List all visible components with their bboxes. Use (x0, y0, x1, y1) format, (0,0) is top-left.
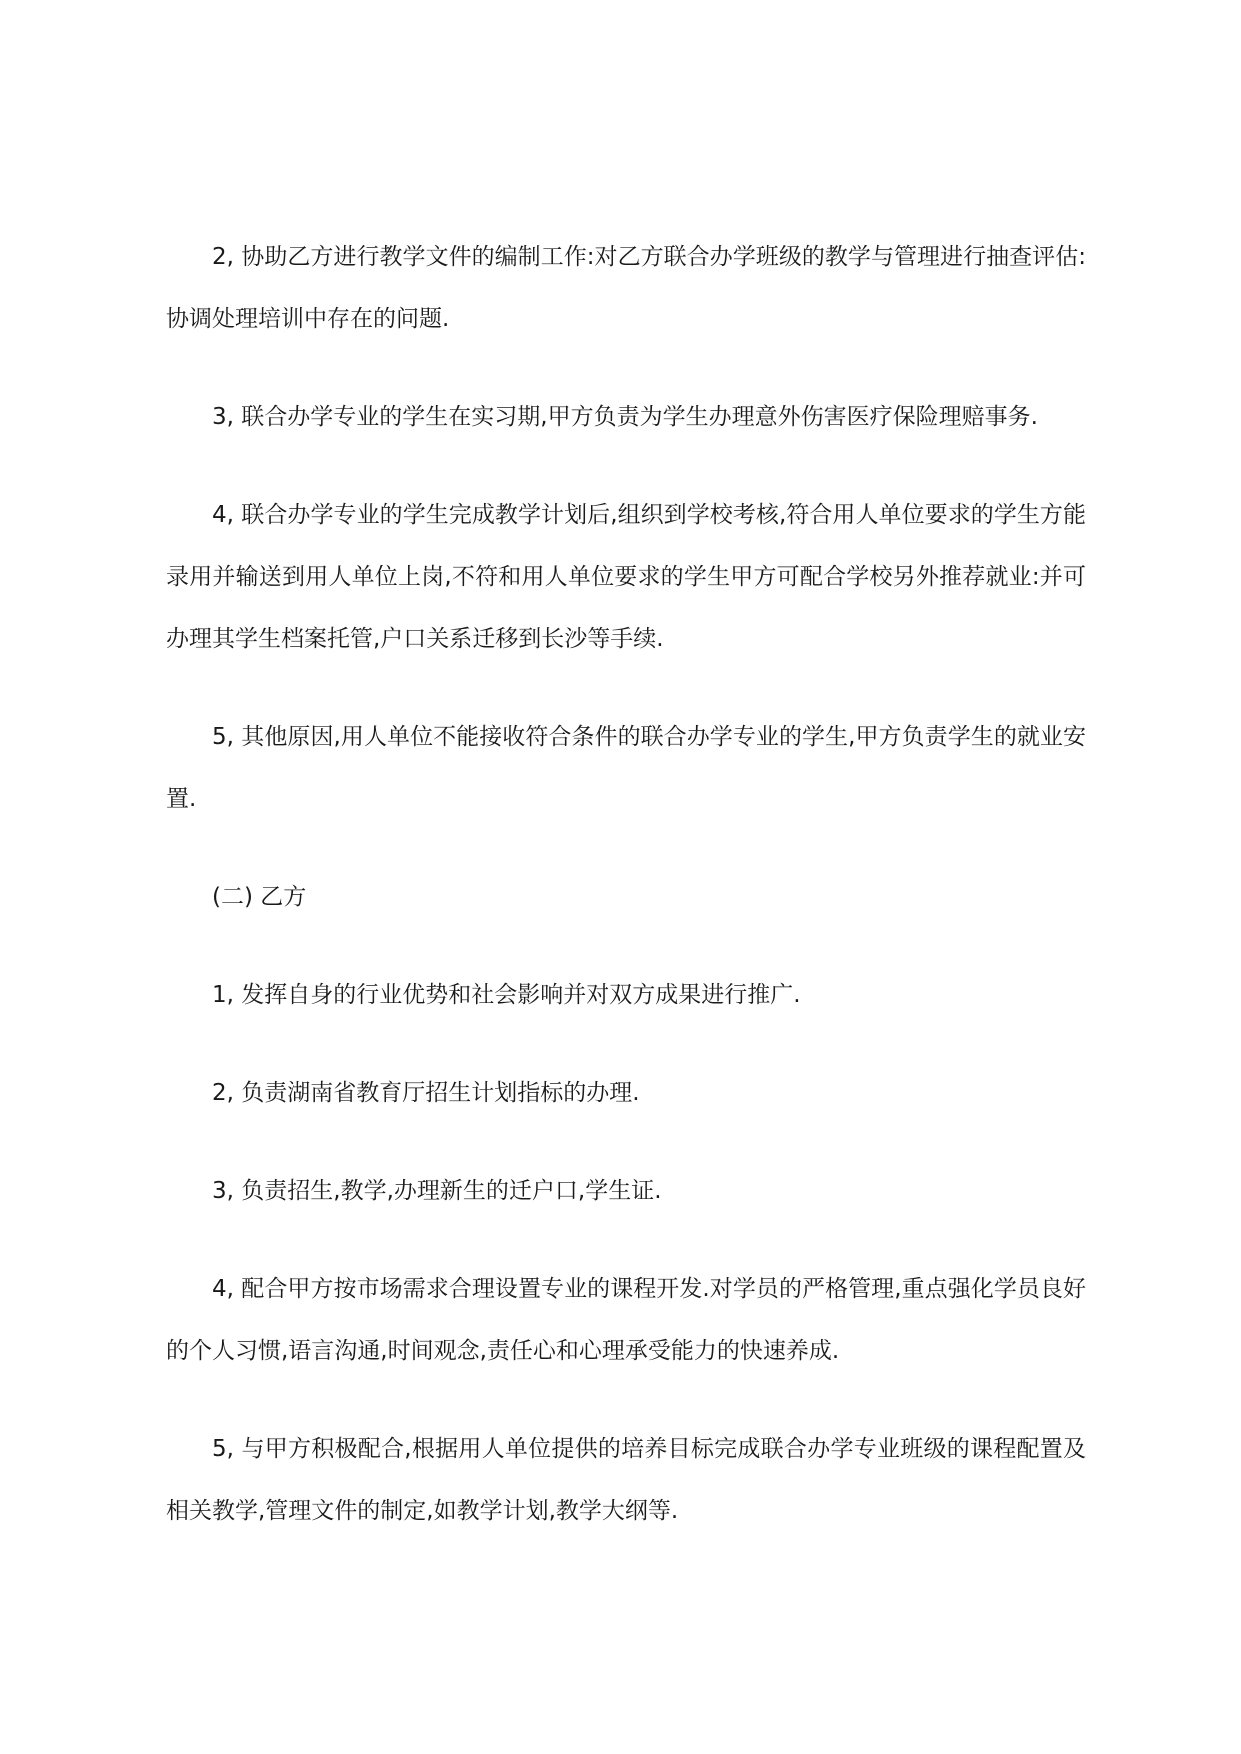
paragraph-party-a-item-2: 2, 协助乙方进行教学文件的编制工作:对乙方联合办学班级的教学与管理进行抽查评估:协调处理培训中存在的问题. (166, 244, 1086, 332)
document-body (166, 226, 1086, 1542)
paragraph-party-b-item-1: 1, 发挥自身的行业优势和社会影响并对双方成果进行推广. (212, 982, 801, 1008)
paragraph-party-b-item-3: 3, 负责招生,教学,办理新生的迁户口,学生证. (212, 1178, 662, 1204)
section-heading-party-b: (二) 乙方 (212, 884, 307, 910)
paragraph-party-b-item-5: 5, 与甲方积极配合,根据用人单位提供的培养目标完成联合办学专业班级的课程配置及相关教学,管理文件的制定,如教学计划,教学大纲等. (166, 1436, 1086, 1524)
paragraph-party-a-item-3: 3, 联合办学专业的学生在实习期,甲方负责为学生办理意外伤害医疗保险理赔事务. (212, 404, 1038, 430)
paragraph-party-a-item-4: 4, 联合办学专业的学生完成教学计划后,组织到学校考核,符合用人单位要求的学生方能录用并输送到用人单位上岗,不符和用人单位要求的学生甲方可配合学校另外推荐就业:并可办理其学生档案托管,户口关系迁移到长沙等手续. (166, 502, 1086, 652)
paragraph-party-a-item-5: 5, 其他原因,用人单位不能接收符合条件的联合办学专业的学生,甲方负责学生的就业安置. (166, 724, 1086, 812)
paragraph-party-b-item-4: 4, 配合甲方按市场需求合理设置专业的课程开发.对学员的严格管理,重点强化学员良好的个人习惯,语言沟通,时间观念,责任心和心理承受能力的快速养成. (166, 1276, 1086, 1364)
paragraph-party-b-item-2: 2, 负责湖南省教育厅招生计划指标的办理. (212, 1080, 640, 1106)
